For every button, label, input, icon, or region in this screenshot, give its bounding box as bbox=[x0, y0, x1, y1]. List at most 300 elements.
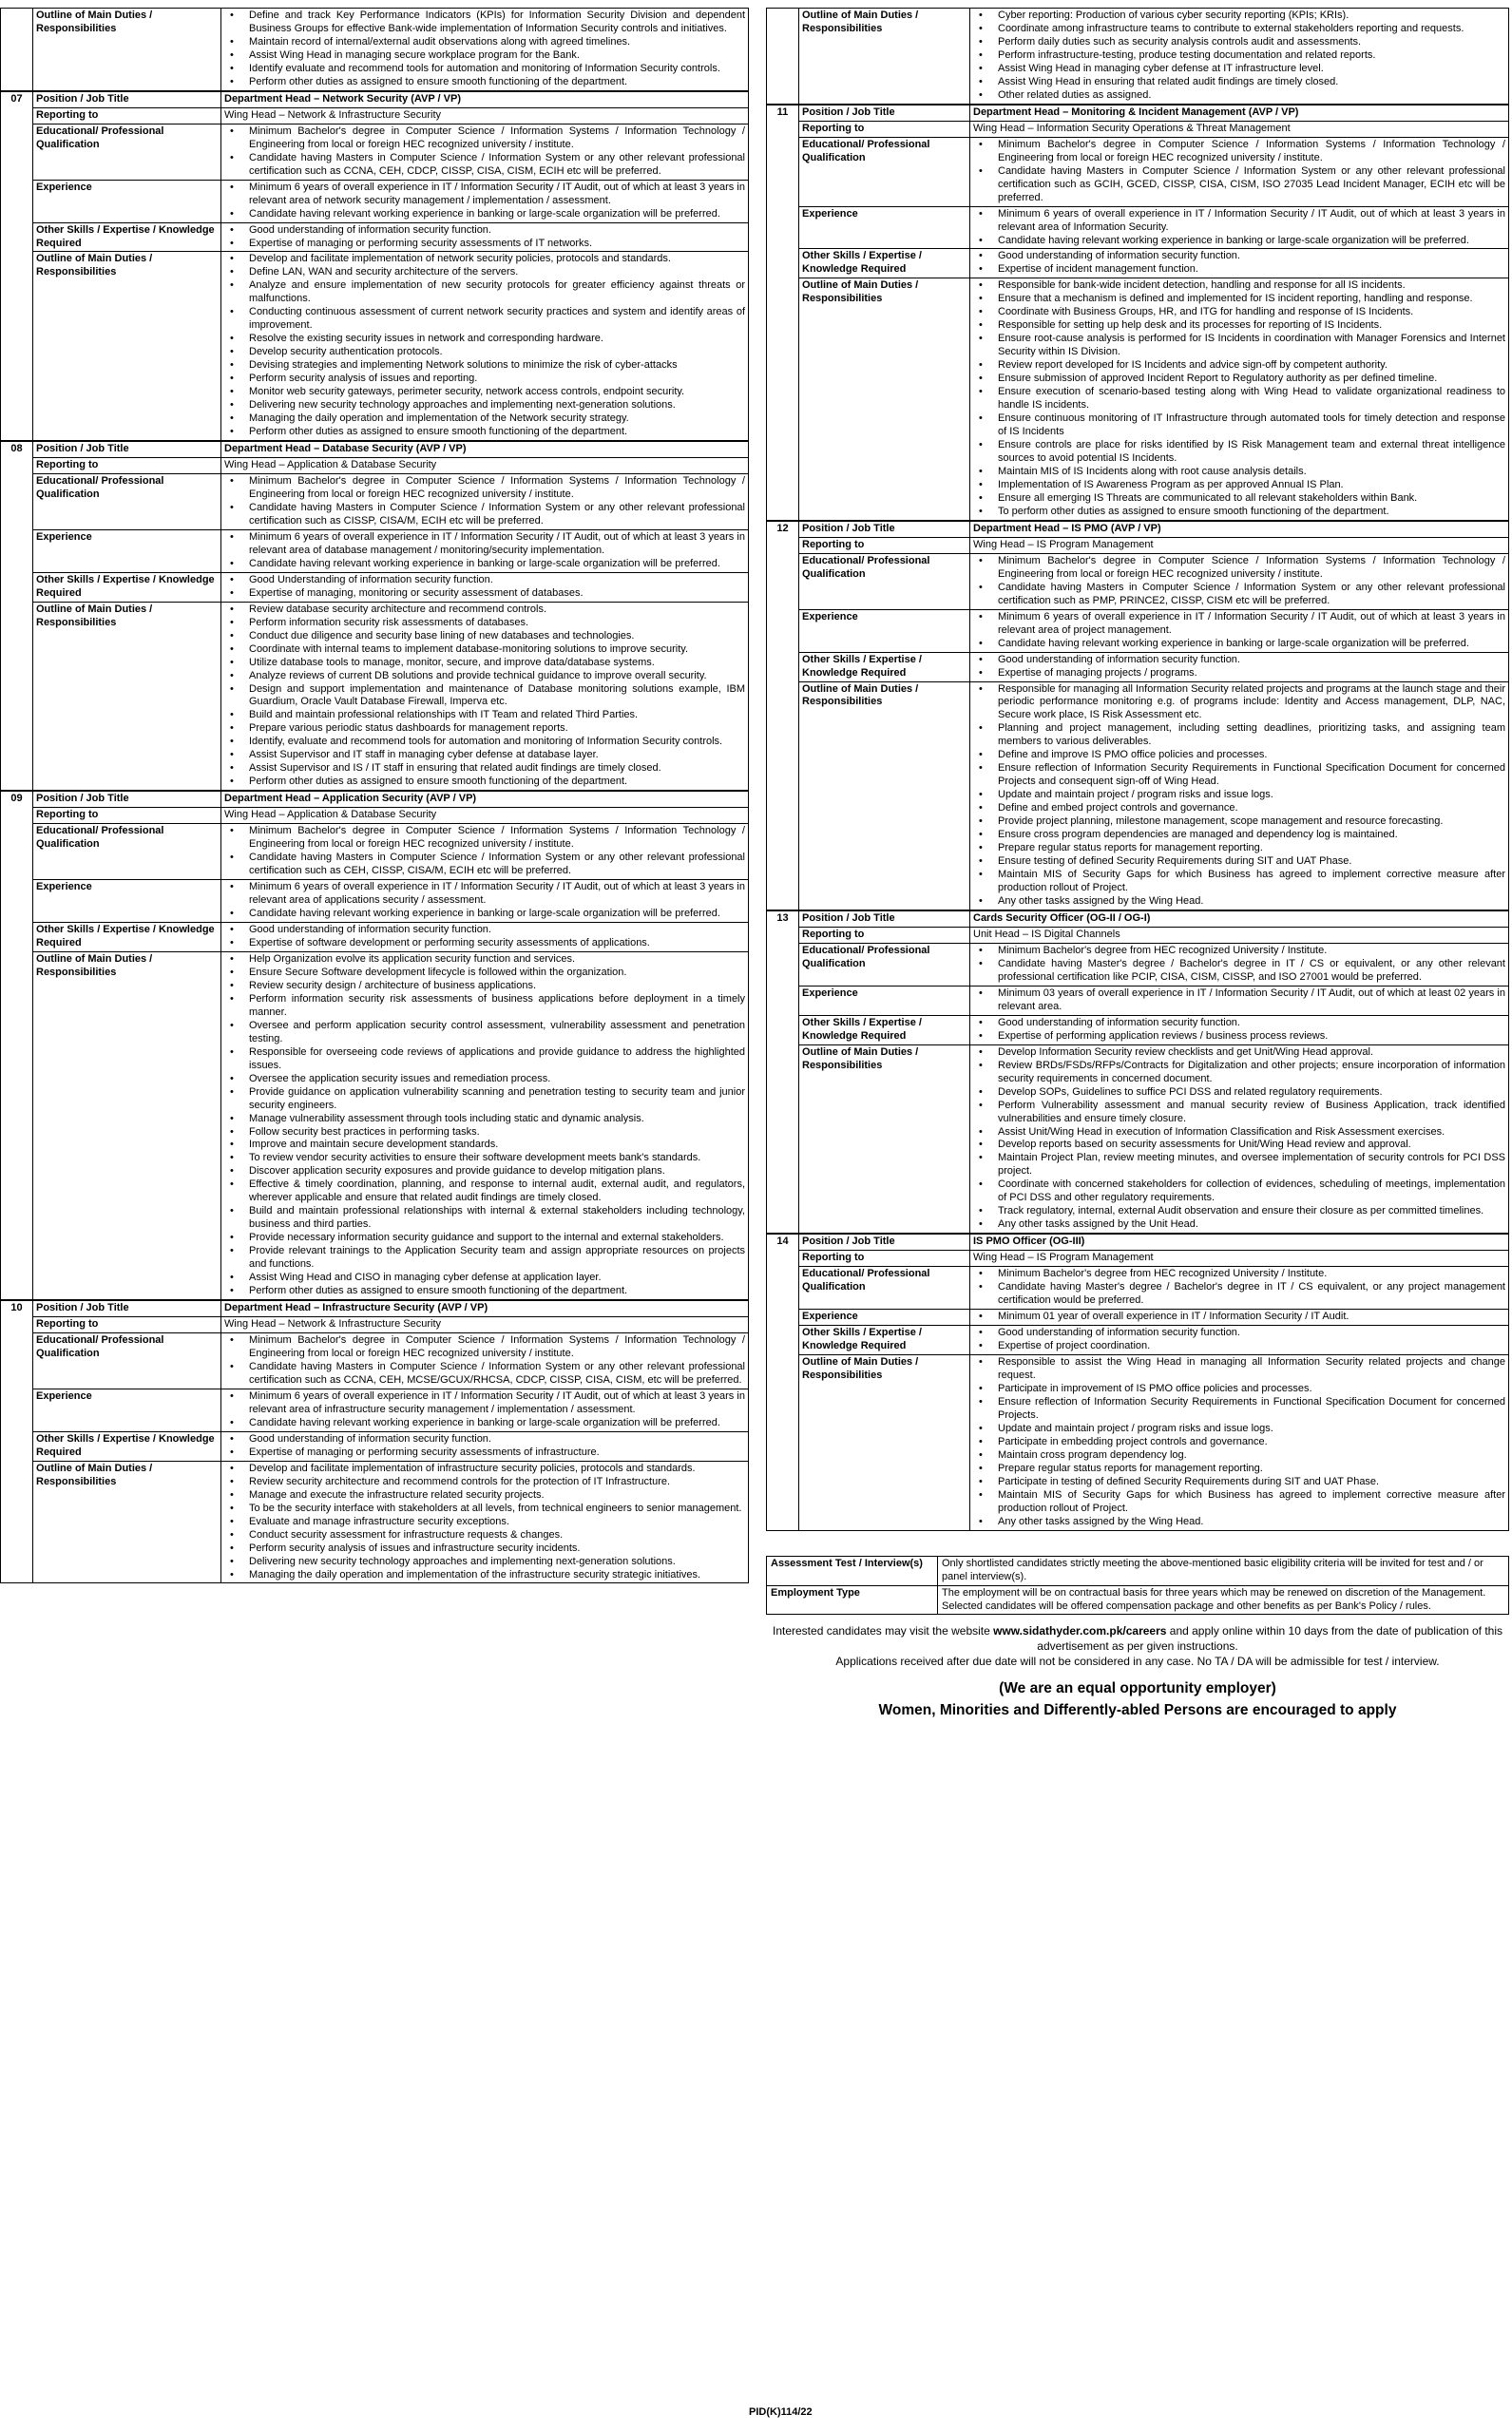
bullet-list bbox=[224, 1463, 745, 1582]
left-jobs-table bbox=[0, 8, 749, 1583]
row-text: Wing Head – Information Security Operations & Threat Management bbox=[970, 121, 1509, 137]
employment-text: The employment will be on contractual basis for three years which may be renewed on discretion of the Management. Selected candidates will be offered compensation package and other benefits as per Bank's Policy / rules. bbox=[938, 1585, 1509, 1615]
job-detail-row bbox=[1, 252, 749, 441]
bullet-item: • Prepare regular status reports for management reporting. bbox=[973, 1463, 1505, 1476]
row-text: Wing Head – Application & Database Security bbox=[221, 458, 749, 474]
row-label: Outline of Main Duties / Responsibilities bbox=[33, 602, 221, 791]
bullet-list bbox=[973, 683, 1505, 909]
row-label: Educational/ Professional Qualification bbox=[33, 473, 221, 529]
row-label: Outline of Main Duties / Responsibilities bbox=[33, 252, 221, 441]
bullet-list bbox=[973, 555, 1505, 608]
job-detail-row bbox=[1, 922, 749, 951]
bullet-list bbox=[224, 1433, 745, 1460]
row-label: Experience bbox=[799, 206, 970, 249]
job-detail-row bbox=[1, 1333, 749, 1389]
job-detail-row bbox=[1, 529, 749, 572]
left-column bbox=[0, 8, 749, 1583]
bullet-item: • Coordinate with Business Groups, HR, and ITG for handling and response of IS Incidents. bbox=[973, 306, 1505, 319]
bullet-item: • Minimum 6 years of overall experience in IT / Information Security / IT Audit, out of which at least 3 years in relevant area of project management. bbox=[973, 611, 1505, 638]
job-detail-row bbox=[1, 124, 749, 180]
row-bullets bbox=[221, 180, 749, 222]
bullet-item: • Monitor web security gateways, perimeter security, network access controls, endpoint security. bbox=[224, 386, 745, 399]
row-label: Other Skills / Expertise / Knowledge Required bbox=[799, 1326, 970, 1355]
bullet-item: • Develop and facilitate implementation of infrastructure security policies, protocols and standards. bbox=[224, 1463, 745, 1476]
row-bullets bbox=[221, 1389, 749, 1431]
bullet-item: • Ensure reflection of Information Security Requirements in Functional Specification Document for concerned Projects. bbox=[973, 1396, 1505, 1423]
bullet-item: • Minimum Bachelor's degree in Computer Science / Information Systems / Information Technology / Engineering from local or foreign HEC recognized university / institute. bbox=[973, 555, 1505, 582]
bullet-item: • Conduct security assessment for infrastructure requests & changes. bbox=[224, 1529, 745, 1542]
bullet-list bbox=[224, 1390, 745, 1430]
bullet-list bbox=[973, 987, 1505, 1014]
bullet-item: • Good understanding of information security function. bbox=[224, 924, 745, 937]
position-title: Cards Security Officer (OG-II / OG-I) bbox=[970, 910, 1509, 927]
job-detail-row bbox=[1, 1317, 749, 1333]
bullet-item: • Update and maintain project / program risks and issue logs. bbox=[973, 1423, 1505, 1436]
job-detail-row bbox=[767, 609, 1509, 652]
bullet-item: • Perform other duties as assigned to ensure smooth functioning of the department. bbox=[224, 776, 745, 789]
bullet-item: • Minimum Bachelor's degree from HEC recognized University / Institute. bbox=[973, 945, 1505, 958]
row-bullets bbox=[970, 1044, 1509, 1234]
row-label: Outline of Main Duties / Responsibilities bbox=[799, 681, 970, 910]
late-applications-note: Applications received after due date will not be considered in any case. No TA / DA will be admissible for test / interview. bbox=[835, 1654, 1440, 1668]
right-jobs-table bbox=[766, 8, 1509, 1531]
row-bullets bbox=[221, 9, 749, 91]
job-detail-row bbox=[767, 137, 1509, 206]
bullet-item: • Managing the daily operation and implementation of the Network security strategy. bbox=[224, 412, 745, 426]
row-label: Reporting to bbox=[33, 107, 221, 124]
bullet-list bbox=[224, 1334, 745, 1388]
bullet-item: • Coordinate with concerned stakeholders for collection of evidences, scheduling of meetings, implementation of PCI DSS and other regulatory requirements. bbox=[973, 1178, 1505, 1205]
job-detail-row bbox=[767, 1251, 1509, 1267]
row-bullets bbox=[970, 986, 1509, 1015]
bullet-item: • To review vendor security activities to ensure their software development meets bank's standards. bbox=[224, 1152, 745, 1165]
job-detail-row bbox=[767, 121, 1509, 137]
bullet-list bbox=[973, 945, 1505, 985]
bullet-item: • Prepare various periodic status dashboards for management reports. bbox=[224, 722, 745, 736]
row-bullets bbox=[221, 824, 749, 880]
row-label: Experience bbox=[33, 1389, 221, 1431]
row-label: Other Skills / Expertise / Knowledge Required bbox=[33, 222, 221, 252]
bullet-item: • Coordinate among infrastructure teams to contribute to external stakeholders reporting and requests. bbox=[973, 23, 1505, 36]
job-detail-row bbox=[767, 249, 1509, 278]
row-bullets bbox=[970, 278, 1509, 521]
bullet-item: • Minimum 6 years of overall experience in IT / Information Security / IT Audit, out of which at least 3 years in relevant area of network security management / implementation / assessment. bbox=[224, 182, 745, 208]
job-detail-row bbox=[767, 1267, 1509, 1310]
row-label: Outline of Main Duties / Responsibilities bbox=[799, 1355, 970, 1531]
position-number: 07 bbox=[1, 91, 33, 441]
bullet-item: • Expertise of managing or performing security assessments of IT networks. bbox=[224, 238, 745, 251]
bullet-item: • Conduct due diligence and security base lining of new databases and technologies. bbox=[224, 630, 745, 643]
job-detail-row bbox=[767, 1015, 1509, 1044]
job-detail-row bbox=[767, 652, 1509, 681]
bullet-item: • Candidate having Masters in Computer Science / Information System or any other relevant professional certification such as CEH, CISSP, CISA/M, ECIH etc will be preferred. bbox=[224, 852, 745, 878]
bullet-item: • Participate in testing of defined Security Requirements during SIT and UAT Phase. bbox=[973, 1476, 1505, 1489]
bullet-item: • Assist Wing Head in managing cyber defense at IT infrastructure level. bbox=[973, 63, 1505, 76]
row-bullets bbox=[221, 124, 749, 180]
bullet-item: • Develop SOPs, Guidelines to suffice PCI DSS and related regulatory requirements. bbox=[973, 1086, 1505, 1100]
equal-opportunity-statement: (We are an equal opportunity employer) bbox=[999, 1680, 1276, 1697]
bullet-item: • Minimum 01 year of overall experience in IT / Information Security / IT Audit. bbox=[973, 1311, 1505, 1324]
bullet-item: • Identify evaluate and recommend tools for automation and monitoring of Information Security controls. bbox=[224, 63, 745, 76]
bullet-list bbox=[224, 475, 745, 528]
bullet-list bbox=[973, 1327, 1505, 1353]
bullet-item: • Expertise of performing application reviews / business process reviews. bbox=[973, 1030, 1505, 1044]
employment-label: Employment Type bbox=[767, 1585, 938, 1615]
position-title: IS PMO Officer (OG-III) bbox=[970, 1234, 1509, 1250]
bullet-item: • Develop reports based on security assessments for Unit/Wing Head review and approval. bbox=[973, 1139, 1505, 1152]
row-label: Outline of Main Duties / Responsibilities bbox=[799, 278, 970, 521]
bullet-item: • Maintain MIS of IS Incidents along with root cause analysis details. bbox=[973, 466, 1505, 479]
bullet-list bbox=[224, 574, 745, 601]
bullet-item: • Evaluate and manage infrastructure security exceptions. bbox=[224, 1516, 745, 1529]
row-label: Experience bbox=[799, 609, 970, 652]
row-bullets bbox=[970, 1015, 1509, 1044]
bullet-item: • Ensure Secure Software development lifecycle is followed within the organization. bbox=[224, 967, 745, 980]
row-bullets bbox=[221, 222, 749, 252]
bullet-item: • Any other tasks assigned by the Wing Head. bbox=[973, 895, 1505, 909]
row-text: Unit Head – IS Digital Channels bbox=[970, 927, 1509, 943]
job-detail-row bbox=[767, 1310, 1509, 1326]
bullet-item: • Minimum Bachelor's degree in Computer Science / Information Systems / Information Technology / Engineering from local or foreign HEC recognized university / institute. bbox=[224, 125, 745, 152]
bullet-item: • Expertise of managing projects / programs. bbox=[973, 667, 1505, 680]
bullet-item: • Other related duties as assigned. bbox=[973, 89, 1505, 103]
row-label: Other Skills / Expertise / Knowledge Required bbox=[33, 922, 221, 951]
bullet-list bbox=[224, 881, 745, 921]
bullet-item: • Ensure cross program dependencies are managed and dependency log is maintained. bbox=[973, 829, 1505, 842]
row-label: Reporting to bbox=[799, 121, 970, 137]
bullet-item: • Minimum Bachelor's degree in Computer Science / Information Systems / Information Technology / Engineering from local or foreign HEC recognized university / institute. bbox=[224, 825, 745, 852]
position-number: 11 bbox=[767, 105, 799, 521]
bullet-item: • Candidate having Masters in Computer Science / Information System or any other relevant professional certification such as PMP, PRINCE2, CISSP, CISM etc will be preferred. bbox=[973, 582, 1505, 608]
bullet-item: • Good understanding of information security function. bbox=[973, 654, 1505, 667]
row-label: Other Skills / Expertise / Knowledge Required bbox=[799, 249, 970, 278]
bullet-item: • To perform other duties as assigned to ensure smooth functioning of the department. bbox=[973, 506, 1505, 519]
employment-row bbox=[767, 1585, 1509, 1615]
position-title: Department Head – Application Security (AVP / VP) bbox=[221, 791, 749, 807]
position-title: Department Head – Database Security (AVP / VP) bbox=[221, 441, 749, 457]
bullet-item: • Effective & timely coordination, planning, and response to internal audit, external audit, and regulators, wherever applicable and ensure that related audit findings are timely closed. bbox=[224, 1178, 745, 1205]
bullet-list bbox=[973, 208, 1505, 248]
job-detail-row bbox=[767, 927, 1509, 943]
row-label: Educational/ Professional Qualification bbox=[799, 137, 970, 206]
bullet-item: • Delivering new security technology approaches and implementing next-generation solutions. bbox=[224, 399, 745, 412]
bullet-item: • Good understanding of information security function. bbox=[973, 1327, 1505, 1340]
bullet-list bbox=[973, 139, 1505, 205]
job-detail-row bbox=[767, 553, 1509, 609]
job-detail-row bbox=[767, 943, 1509, 986]
row-bullets bbox=[970, 609, 1509, 652]
bullet-item: • Assist Supervisor and IT staff in managing cyber defense at database layer. bbox=[224, 749, 745, 762]
bullet-item: • Perform other duties as assigned to ensure smooth functioning of the department. bbox=[224, 1285, 745, 1298]
bullet-item: • Responsible for managing all Information Security related projects and programs at the launch stage and their periodic performance monitoring e.g. of programs include: Identity and Access management, DLP, NAC, Secure work place, IS Risk Assessment etc. bbox=[973, 683, 1505, 723]
bullet-item: • Minimum Bachelor's degree from HEC recognized University / Institute. bbox=[973, 1268, 1505, 1281]
bullet-item: • Devising strategies and implementing Network solutions to minimize the risk of cyber-attacks bbox=[224, 359, 745, 373]
row-label: Educational/ Professional Qualification bbox=[799, 553, 970, 609]
bullet-item: • Managing the daily operation and implementation of the infrastructure security strategic initiatives. bbox=[224, 1569, 745, 1582]
bullet-item: • Develop and facilitate implementation of network security policies, protocols and standards. bbox=[224, 253, 745, 266]
row-label: Outline of Main Duties / Responsibilities bbox=[33, 1461, 221, 1583]
job-detail-row bbox=[1, 572, 749, 602]
job-detail-row bbox=[767, 986, 1509, 1015]
bullet-item: • Perform infrastructure-testing, produce testing documentation and related reports. bbox=[973, 49, 1505, 63]
row-label: Experience bbox=[33, 180, 221, 222]
bullet-item: • Manage and execute the infrastructure related security projects. bbox=[224, 1489, 745, 1503]
bullet-item: • Candidate having Masters in Computer Science / Information System or any other relevant professional certification such as CCNA, CEH, CDCP, CISSP, CISA, CISM, ECIH etc will be preferred. bbox=[224, 152, 745, 179]
bullet-item: • Minimum Bachelor's degree in Computer Science / Information Systems / Information Technology / Engineering from local or foreign HEC recognized university / institute. bbox=[224, 475, 745, 502]
row-label: Outline of Main Duties / Responsibilities bbox=[799, 1044, 970, 1234]
job-detail-row bbox=[767, 537, 1509, 553]
bullet-item: • Review security design / architecture of business applications. bbox=[224, 980, 745, 993]
assessment-text: Only shortlisted candidates strictly meeting the above-mentioned basic eligibility criteria will be invited for test and / or panel interview(s). bbox=[938, 1556, 1509, 1585]
row-bullets bbox=[970, 681, 1509, 910]
bullet-item: • Discover application security exposures and provide guidance to develop mitigation plans. bbox=[224, 1165, 745, 1178]
row-bullets bbox=[970, 943, 1509, 986]
row-bullets bbox=[221, 922, 749, 951]
bullet-item: • Minimum 03 years of overall experience in IT / Information Security / IT Audit, out of which at least 02 years in relevant area. bbox=[973, 987, 1505, 1014]
position-number: 10 bbox=[1, 1300, 33, 1583]
bullet-item: • Develop Information Security review checklists and get Unit/Wing Head approval. bbox=[973, 1046, 1505, 1060]
bullet-item: • Ensure testing of defined Security Requirements during SIT and UAT Phase. bbox=[973, 855, 1505, 869]
bullet-list bbox=[973, 654, 1505, 680]
bullet-item: • Maintain record of internal/external audit observations along with agreed timelines. bbox=[224, 36, 745, 49]
bullet-item: • Candidate having relevant working experience in banking or large-scale organization will be preferred. bbox=[224, 1417, 745, 1430]
bullet-item: • Define and track Key Performance Indicators (KPIs) for Information Security Division and dependent Business Groups for effective Bank-wide implementation of Information Security controls and initiatives. bbox=[224, 10, 745, 36]
job-detail-row bbox=[1, 180, 749, 222]
row-label: Outline of Main Duties / Responsibilities bbox=[799, 9, 970, 105]
bullet-item: • Assist Unit/Wing Head in execution of Information Classification and Risk Assessment exercises. bbox=[973, 1126, 1505, 1140]
bullet-item: • Perform information security risk assessments of business applications before deployment in a timely manner. bbox=[224, 993, 745, 1020]
bullet-item: • Track regulatory, internal, external Audit observation and ensure their closure as per committed timelines. bbox=[973, 1205, 1505, 1218]
bullet-item: • Design and support implementation and maintenance of Database monitoring solutions example, IBM Guardium, Oracle Vault Database Firewall, Imperva etc. bbox=[224, 683, 745, 710]
bullet-item: • Perform other duties as assigned to ensure smooth functioning of the department. bbox=[224, 76, 745, 89]
bullet-item: • Review database security architecture and recommend controls. bbox=[224, 603, 745, 617]
bullet-item: • Perform Vulnerability assessment and manual security review of Business Application, track identified vulnerabilities and ensure timely closure. bbox=[973, 1100, 1505, 1126]
bullet-item: • Responsible for overseeing code reviews of applications and provide guidance to address the highlighted issues. bbox=[224, 1046, 745, 1073]
bullet-item: • Maintain MIS of Security Gaps for which Business has agreed to implement corrective measure after production rollout of Project. bbox=[973, 1489, 1505, 1516]
bullet-item: • Update and maintain project / program risks and issue logs. bbox=[973, 789, 1505, 802]
row-label: Educational/ Professional Qualification bbox=[33, 124, 221, 180]
bullet-item: • Review security architecture and recommend controls for the protection of IT Infrastructure. bbox=[224, 1476, 745, 1489]
bullet-item: • Ensure continuous monitoring of IT Infrastructure through automated tools for timely detection and response of IS Incidents bbox=[973, 412, 1505, 439]
job-detail-row bbox=[767, 206, 1509, 249]
row-label: Educational/ Professional Qualification bbox=[33, 824, 221, 880]
bullet-item: • Develop security authentication protocols. bbox=[224, 346, 745, 359]
position-title-label: Position / Job Title bbox=[33, 91, 221, 107]
position-title-row bbox=[767, 910, 1509, 927]
bullet-item: • Participate in improvement of IS PMO office policies and processes. bbox=[973, 1383, 1505, 1396]
row-label: Educational/ Professional Qualification bbox=[799, 1267, 970, 1310]
bullet-item: • Any other tasks assigned by the Unit Head. bbox=[973, 1218, 1505, 1232]
bullet-item: • Responsible for setting up help desk and its processes for reporting of IS Incidents. bbox=[973, 319, 1505, 333]
bullet-list bbox=[224, 125, 745, 179]
bullet-item: • Ensure submission of approved Incident Report to Regulatory authority as per defined timeline. bbox=[973, 373, 1505, 386]
bullet-item: • Ensure controls are place for risks identified by IS Risk Management team and external threat intelligence sources to avoid potential IS Incidents. bbox=[973, 439, 1505, 466]
row-label: Reporting to bbox=[33, 808, 221, 824]
bullet-list bbox=[224, 224, 745, 251]
bullet-item: • Define and embed project controls and governance. bbox=[973, 802, 1505, 815]
position-number: 12 bbox=[767, 521, 799, 910]
row-bullets bbox=[221, 1333, 749, 1389]
bullet-item: • Improve and maintain secure development standards. bbox=[224, 1139, 745, 1152]
bullet-list bbox=[224, 182, 745, 221]
row-label: Experience bbox=[799, 1310, 970, 1326]
job-detail-row bbox=[1, 1389, 749, 1431]
careers-link[interactable]: www.sidathyder.com.pk/careers bbox=[993, 1624, 1167, 1638]
bullet-item: • Build and maintain professional relationships with internal & external stakeholders including technology, business and third parties. bbox=[224, 1205, 745, 1232]
bullet-item: • Provide guidance on application vulnerability scanning and penetration testing to security team and junior security engineers. bbox=[224, 1086, 745, 1113]
row-bullets bbox=[970, 1326, 1509, 1355]
bullet-item: • Define LAN, WAN and security architecture of the servers. bbox=[224, 266, 745, 279]
bullet-list bbox=[224, 10, 745, 89]
bullet-item: • Planning and project management, including setting deadlines, prioritizing tasks, and assigning team members to various deliverables. bbox=[973, 722, 1505, 749]
row-label: Other Skills / Expertise / Knowledge Required bbox=[799, 1015, 970, 1044]
bullet-item: • Perform daily duties such as security analysis controls audit and assessments. bbox=[973, 36, 1505, 49]
bullet-list bbox=[973, 1046, 1505, 1233]
assessment-label: Assessment Test / Interview(s) bbox=[767, 1556, 938, 1585]
job-detail-row bbox=[1, 473, 749, 529]
job-detail-row bbox=[1, 824, 749, 880]
row-bullets bbox=[970, 137, 1509, 206]
position-title-row bbox=[1, 441, 749, 457]
bullet-item: • Identify, evaluate and recommend tools for automation and monitoring of Information Security controls. bbox=[224, 736, 745, 749]
encouragement-statement: Women, Minorities and Differently-abled Persons are encouraged to apply bbox=[878, 1701, 1397, 1718]
bullet-item: • Candidate having Master's degree / Bachelor's degree in IT / CS equivalent, or any project management certification would be preferred. bbox=[973, 1281, 1505, 1308]
bullet-item: • Responsible to assist the Wing Head in managing all Information Security related projects and change request. bbox=[973, 1356, 1505, 1383]
bullet-item: • Responsible for bank-wide incident detection, handling and response for all IS incidents. bbox=[973, 279, 1505, 293]
bullet-list bbox=[224, 953, 745, 1298]
row-bullets bbox=[970, 1355, 1509, 1531]
bullet-item: • Minimum 6 years of overall experience in IT / Information Security / IT Audit, out of which at least 3 years in relevant area of applications security / assessment. bbox=[224, 881, 745, 908]
bullet-item: • Minimum Bachelor's degree in Computer Science / Information Systems / Information Technology / Engineering from local or foreign HEC recognized university / institute. bbox=[973, 139, 1505, 165]
bullet-item: • Expertise of incident management function. bbox=[973, 263, 1505, 277]
row-bullets bbox=[221, 1431, 749, 1461]
bullet-item: • Review report developed for IS Incidents and advice sign-off by competent authority. bbox=[973, 359, 1505, 373]
bullet-item: • Define and improve IS PMO office policies and processes. bbox=[973, 749, 1505, 762]
bullet-item: • Provide necessary information security guidance and support to the internal and external stakeholders. bbox=[224, 1232, 745, 1245]
row-bullets bbox=[970, 206, 1509, 249]
bullet-item: • Candidate having relevant working experience in banking or large-scale organization will be preferred. bbox=[973, 235, 1505, 248]
bullet-list bbox=[973, 279, 1505, 518]
bullet-item: • Resolve the existing security issues in network and corresponding hardware. bbox=[224, 333, 745, 346]
position-number: 14 bbox=[767, 1234, 799, 1530]
position-title: Department Head – IS PMO (AVP / VP) bbox=[970, 521, 1509, 537]
row-text: Wing Head – Network & Infrastructure Security bbox=[221, 1317, 749, 1333]
row-label: Reporting to bbox=[799, 927, 970, 943]
row-text: Wing Head – Application & Database Security bbox=[221, 808, 749, 824]
bullet-item: • Assist Wing Head in managing secure workplace program for the Bank. bbox=[224, 49, 745, 63]
bullet-item: • Review BRDs/FSDs/RFPs/Contracts for Digitalization and other projects; ensure incorporation of information security requirements in concerned document. bbox=[973, 1060, 1505, 1086]
row-label: Reporting to bbox=[33, 1317, 221, 1333]
bullet-item: • Candidate having relevant working experience in banking or large-scale organization will be preferred. bbox=[224, 558, 745, 571]
bullet-item: • Good understanding of information security function. bbox=[973, 250, 1505, 263]
position-title-label: Position / Job Title bbox=[799, 1234, 970, 1250]
bullet-item: • Assist Supervisor and IS / IT staff in ensuring that related audit findings are timely closed. bbox=[224, 762, 745, 776]
row-label: Outline of Main Duties / Responsibilities bbox=[33, 951, 221, 1300]
bullet-item: • Perform security analysis of issues and infrastructure security incidents. bbox=[224, 1542, 745, 1556]
position-title-row bbox=[767, 1234, 1509, 1250]
row-bullets bbox=[970, 249, 1509, 278]
bullet-item: • Minimum 6 years of overall experience in IT / Information Security / IT Audit, out of which at least 3 years in relevant area of Information Security. bbox=[973, 208, 1505, 235]
bullet-item: • To be the security interface with stakeholders at all levels, from technical engineers to senior management. bbox=[224, 1503, 745, 1516]
row-bullets bbox=[970, 652, 1509, 681]
bullet-item: • Coordinate with internal teams to implement database-monitoring solutions to improve security. bbox=[224, 643, 745, 657]
bullet-list bbox=[224, 924, 745, 950]
bullet-item: • Candidate having relevant working experience in banking or large-scale organization will be preferred. bbox=[224, 208, 745, 221]
row-bullets bbox=[970, 1310, 1509, 1326]
position-number: 13 bbox=[767, 910, 799, 1234]
row-text: Wing Head – Network & Infrastructure Security bbox=[221, 107, 749, 124]
bullet-item: • Manage vulnerability assessment through tools including static and dynamic analysis. bbox=[224, 1113, 745, 1126]
bullet-item: • Good Understanding of information security function. bbox=[224, 574, 745, 587]
position-title-label: Position / Job Title bbox=[33, 791, 221, 807]
bullet-item: • Analyze and ensure implementation of new security protocols for greater efficiency against threats or malfunctions. bbox=[224, 279, 745, 306]
row-bullets bbox=[221, 880, 749, 923]
bullet-item: • Participate in embedding project controls and governance. bbox=[973, 1436, 1505, 1449]
bullet-item: • Delivering new security technology approaches and implementing next-generation solutions. bbox=[224, 1556, 745, 1569]
bullet-item: • Minimum 6 years of overall experience in IT / Information Security / IT Audit, out of which at least 3 years in relevant area of infrastructure security management / implementation / assessment. bbox=[224, 1390, 745, 1417]
bullet-item: • Ensure execution of scenario-based testing along with Wing Head to validate organizational readiness to handle IS incidents. bbox=[973, 386, 1505, 412]
position-title-label: Position / Job Title bbox=[799, 105, 970, 121]
bullet-item: • Assist Wing Head in ensuring that related audit findings are timely closed. bbox=[973, 76, 1505, 89]
equal-opportunity-block bbox=[766, 1678, 1509, 1721]
position-title-label: Position / Job Title bbox=[33, 1300, 221, 1316]
bullet-list bbox=[224, 253, 745, 439]
bullet-item: • Provide relevant trainings to the Application Security team and assign appropriate resources on projects and functions. bbox=[224, 1245, 745, 1272]
right-column bbox=[766, 8, 1509, 1721]
row-label: Reporting to bbox=[799, 1251, 970, 1267]
bullet-item: • Help Organization evolve its application security function and services. bbox=[224, 953, 745, 967]
bullet-list bbox=[224, 531, 745, 571]
bullet-list bbox=[224, 603, 745, 790]
row-label: Outline of Main Duties / Responsibilities bbox=[33, 9, 221, 91]
bullet-item: • Cyber reporting: Production of various cyber security reporting (KPIs; KRIs). bbox=[973, 10, 1505, 23]
position-title-label: Position / Job Title bbox=[799, 910, 970, 927]
bullet-item: • Utilize database tools to manage, monitor, secure, and improve data/database systems. bbox=[224, 657, 745, 670]
job-detail-row bbox=[1, 1431, 749, 1461]
row-label: Experience bbox=[33, 880, 221, 923]
row-label: Educational/ Professional Qualification bbox=[33, 1333, 221, 1389]
job-detail-row bbox=[767, 278, 1509, 521]
position-title-row bbox=[767, 105, 1509, 121]
job-detail-row bbox=[1, 458, 749, 474]
bullet-item: • Provide project planning, milestone management, scope management and resource forecasting. bbox=[973, 815, 1505, 829]
bullet-item: • Analyze reviews of current DB solutions and provide technical guidance to improve overall security. bbox=[224, 670, 745, 683]
bullet-list bbox=[973, 250, 1505, 277]
bullet-list bbox=[973, 10, 1505, 103]
bullet-item: • Perform other duties as assigned to ensure smooth functioning of the department. bbox=[224, 426, 745, 439]
bullet-item: • Maintain Project Plan, review meeting minutes, and oversee implementation of security controls for PCI DSS project. bbox=[973, 1152, 1505, 1178]
bullet-item: • Follow security best practices in performing tasks. bbox=[224, 1126, 745, 1140]
bullet-item: • Implementation of IS Awareness Program as per approved Annual IS Plan. bbox=[973, 479, 1505, 492]
bullet-item: • Good understanding of information security function. bbox=[224, 224, 745, 238]
bullet-item: • Candidate having relevant working experience in banking or large-scale organization will be preferred. bbox=[224, 908, 745, 921]
bullet-item: • Oversee and perform application security control assessment, vulnerability assessment and penetration testing. bbox=[224, 1020, 745, 1046]
apply-post-text: and apply online within 10 days from the date of publication of this advertisement as per given instructions. bbox=[1037, 1624, 1502, 1654]
bullet-item: • Candidate having Masters in Computer Science / Information System or any other relevant professional certification such as CCNA, CEH, MCSE/GCUX/RHCSA, CDCP, CISSP, CISA, CISM, etc will be preferred. bbox=[224, 1361, 745, 1388]
job-detail-row bbox=[1, 9, 749, 91]
row-label: Other Skills / Expertise / Knowledge Required bbox=[799, 652, 970, 681]
row-label: Reporting to bbox=[799, 537, 970, 553]
bullet-list bbox=[973, 1017, 1505, 1044]
row-label: Reporting to bbox=[33, 458, 221, 474]
row-bullets bbox=[221, 602, 749, 791]
job-detail-row bbox=[767, 1326, 1509, 1355]
row-label: Experience bbox=[33, 529, 221, 572]
bullet-item: • Assist Wing Head and CISO in managing cyber defense at application layer. bbox=[224, 1272, 745, 1285]
bullet-item: • Conducting continuous assessment of current network security practices and system and identify areas of improvement. bbox=[224, 306, 745, 333]
row-text: Wing Head – IS Program Management bbox=[970, 537, 1509, 553]
position-number bbox=[767, 9, 799, 105]
